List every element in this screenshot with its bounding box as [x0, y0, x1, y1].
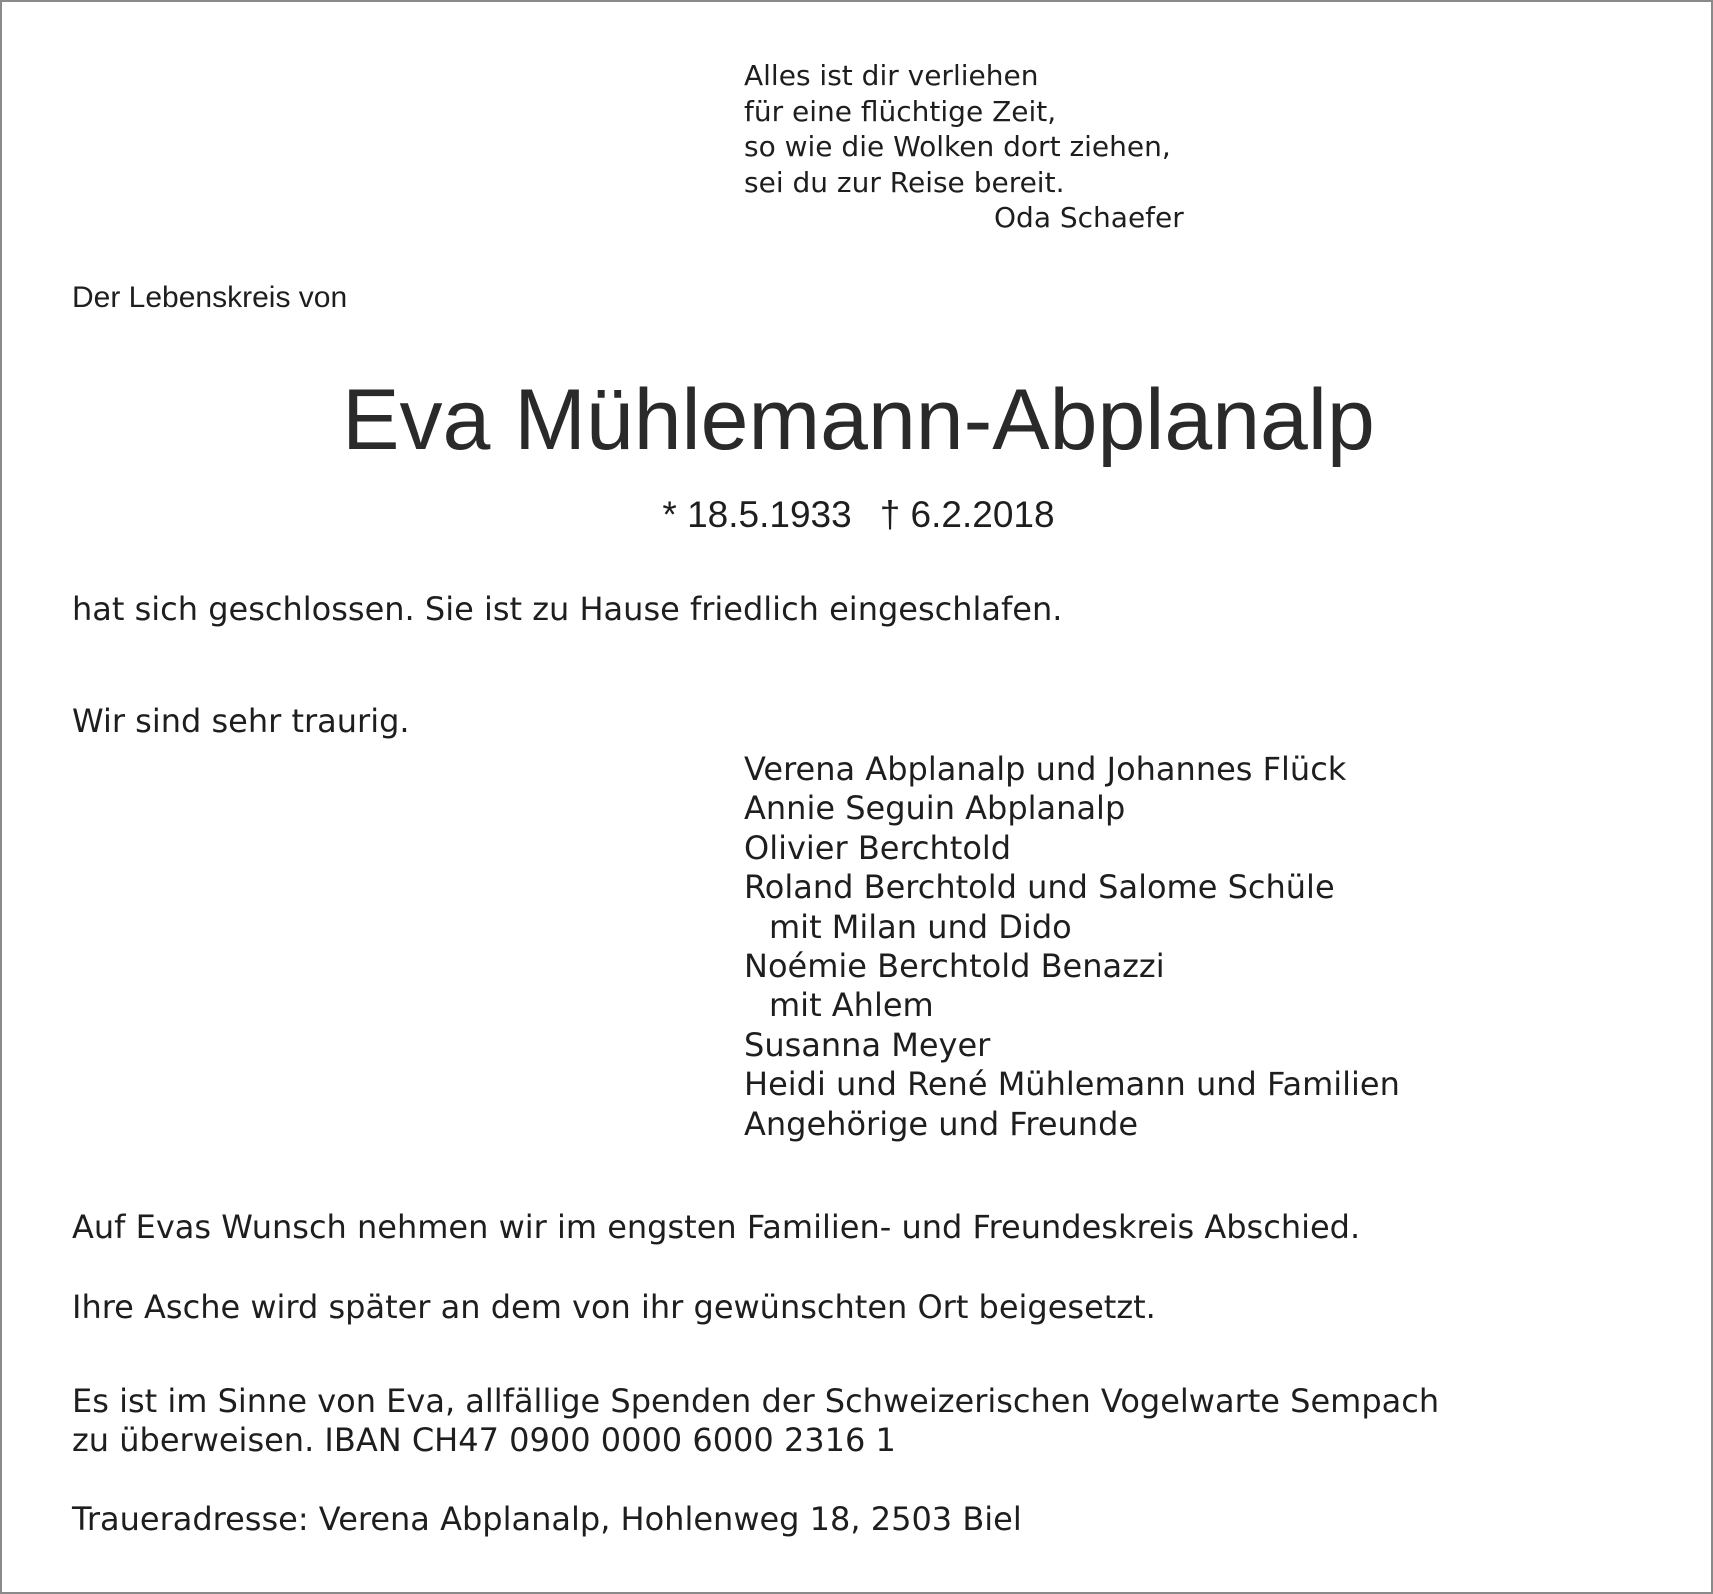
mourner-line: Annie Seguin Abplanalp: [744, 789, 1126, 828]
donation-line-2: zu überweisen. IBAN CH47 0900 0000 6000 2316 1: [72, 1421, 896, 1459]
intro-text: Der Lebenskreis von: [72, 281, 348, 314]
mourning-address: Traueradresse: Verena Abplanalp, Hohlenweg 18, 2503 Biel: [72, 1500, 1022, 1538]
poem-line: für eine flüchtige Zeit,: [744, 94, 1057, 128]
mourner-line: mit Milan und Dido: [769, 907, 1072, 946]
statement-text: hat sich geschlossen. Sie ist zu Hause friedlich eingeschlafen.: [72, 590, 1063, 628]
mourner-line: Verena Abplanalp und Johannes Flück: [744, 750, 1347, 788]
mourner-line: Susanna Meyer: [744, 1025, 991, 1064]
poem-line: sei du zur Reise bereit.: [744, 165, 1065, 199]
mourner-line: Olivier Berchtold: [744, 828, 1012, 867]
poem-author: Oda Schaefer: [994, 201, 1184, 234]
mourner-line: Heidi und René Mühlemann und Familien: [744, 1065, 1400, 1104]
birth-date: * 18.5.1933: [662, 494, 852, 535]
sadness-text: Wir sind sehr traurig.: [72, 702, 410, 740]
donation-line-1: Es ist im Sinne von Eva, allfällige Spenden der Schweizerischen Vogelwarte Sempach: [72, 1382, 1440, 1420]
deceased-name: Eva Mühlemann-Abplanalp: [342, 372, 1375, 468]
mourner-line: mit Ahlem: [769, 986, 934, 1025]
poem: [744, 58, 1171, 200]
mourners-list: [744, 750, 1400, 1144]
farewell-text: Auf Evas Wunsch nehmen wir im engsten Familien- und Freundeskreis Abschied.: [72, 1208, 1361, 1246]
life-dates: [2, 494, 1713, 536]
poem-line: Alles ist dir verliehen: [744, 59, 1039, 92]
poem-line: so wie die Wolken dort ziehen,: [744, 130, 1171, 163]
ashes-text: Ihre Asche wird später an dem von ihr gewünschten Ort beigesetzt.: [72, 1288, 1156, 1326]
death-date: † 6.2.2018: [879, 494, 1055, 535]
mourner-line: Angehörige und Freunde: [744, 1104, 1139, 1143]
mourner-line: Noémie Berchtold Benazzi: [744, 947, 1165, 986]
mourner-line: Roland Berchtold und Salome Schüle: [744, 868, 1335, 907]
